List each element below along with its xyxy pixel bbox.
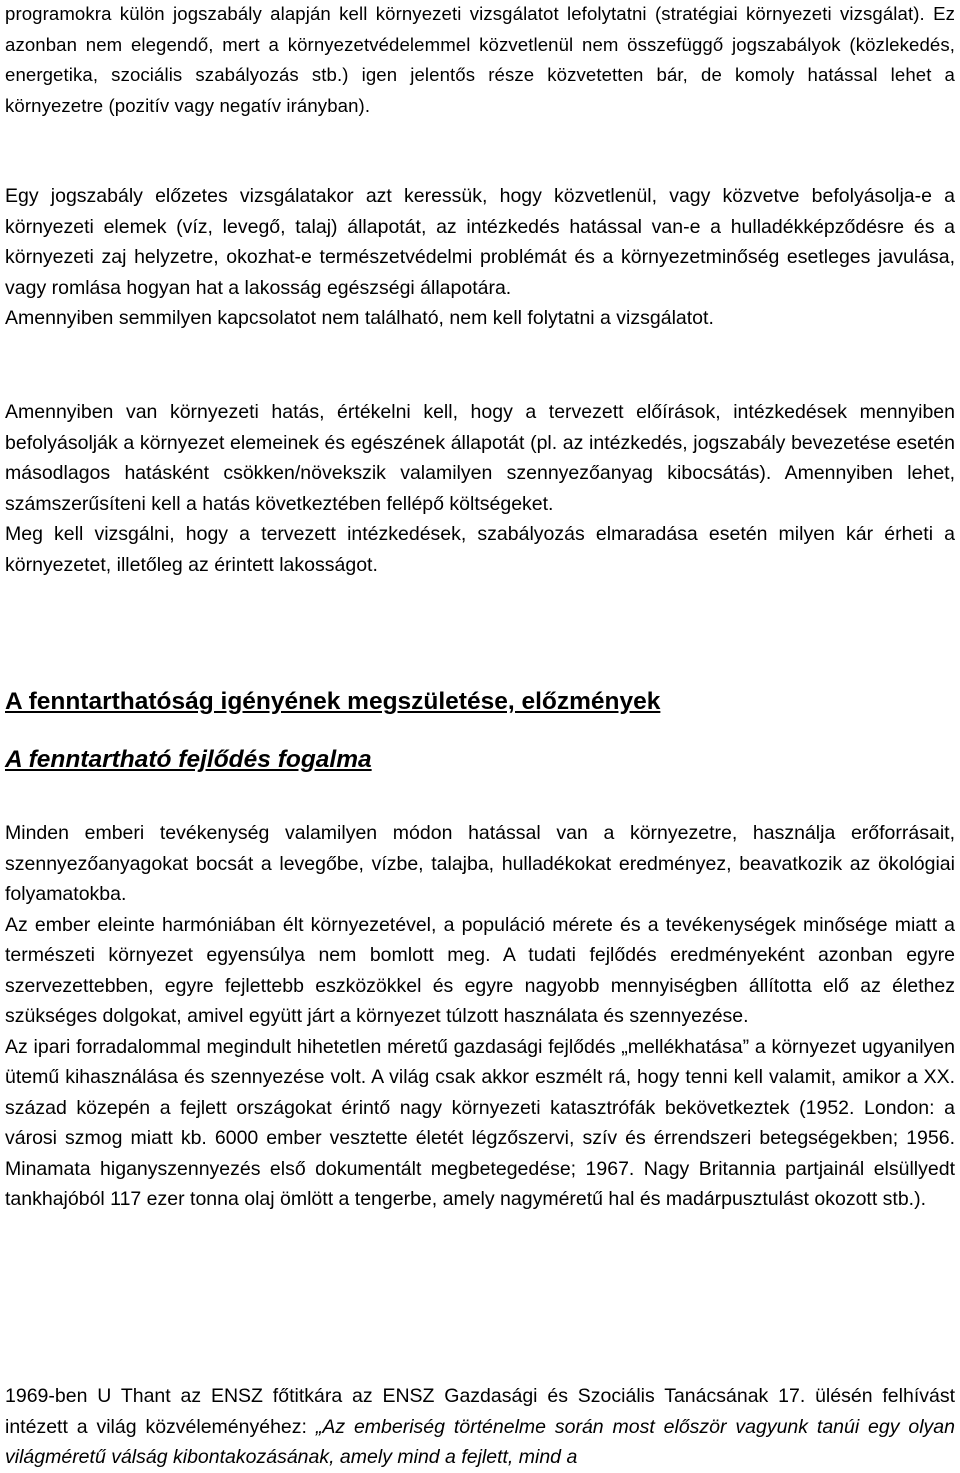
- section-impact-evaluation: [5, 397, 955, 580]
- paragraph-examination-criteria: Egy jogszabály előzetes vizsgálatakor azt keressük, hogy közvetlenül, vagy közvetve befolyásolja-e a környezeti elemek (víz, levegő, talaj) állapotát, az intézkedés hatással van-e a hulladékképződésre és a környezeti zaj helyzetre, okozhat-e természetvédelmi problémát és a környezetminőség esetleges javulása, vagy romlása hogyan hat a lakosság egészségi állapotára.: [5, 185, 955, 299]
- paragraph-no-connection: Amennyiben semmilyen kapcsolatot nem található, nem kell folytatni a vizsgálatot.: [5, 307, 714, 329]
- paragraph-human-activity: Minden emberi tevékenység valamilyen módon hatással van a környezetre, használja erőforrásait, szennyezőanyagokat bocsát a levegőbe, vízbe, talajba, hulladékokat eredményez, beavatkozik az ökológiai folyamatokba.: [5, 822, 955, 905]
- paragraph-u-thant: [5, 1381, 955, 1473]
- section-subheading: A fenntartható fejlődés fogalma: [5, 746, 372, 773]
- intro-paragraph: programokra külön jogszabály alapján kell környezeti vizsgálatot lefolytatni (stratégiai környezeti vizsgálat). Ez azonban nem elegendő, mert a környezetvédelemmel közvetlenül nem összefüggő jogszabályok (közlekedés, energetika, szociális szabályozás stb.) igen jelentős része közvetetten bár, de komoly hatással lehet a környezetre (pozitív vagy negatív irányban).: [5, 3, 955, 116]
- section-sustainable-development: [5, 818, 955, 1215]
- section-u-thant: [5, 1381, 955, 1473]
- paragraph-impact-assessment: Amennyiben van környezeti hatás, értékelni kell, hogy a tervezett előírások, intézkedések mennyiben befolyásolják a környezet elemeinek és egészének állapotát (pl. az intézkedés, jogszabály bevezetése esetén másodlagos hatásként csökken/növekszik valamilyen szennyezőanyag kibocsátás). Amennyiben lehet, számszerűsíteni kell a hatás következtében fellépő költségeket.: [5, 401, 955, 515]
- u-thant-quote: „Az emberiség történelme során most először vagyunk tanúi egy olyan világméretű válság kibontakozásának, amely mind a fejlett, mind a: [5, 1415, 955, 1468]
- paragraph-industrial-revolution: Az ipari forradalommal megindult hihetetlen méretű gazdasági fejlődés „mellékhatása” a környezet ugyanilyen ütemű kihasználása és szennyezése volt. A világ csak akkor eszmélt rá, hogy tenni kell valamit, amikor a XX. század közepén a fejlett országokat érintő nagy környezeti katasztrófák bekövetkeztek (1952. London: a városi szmog miatt kb. 6000 ember vesztette életét légzőszervi, szív és érrendszeri betegségekben; 1956. Minamata higanyszennyezés első dokumentált megbetegedése; 1967. Nagy Britannia partjainál elsüllyedt tankhajóból 117 ezer tonna olaj ömlött a tengerbe, amely nagyméretű hal és madárpusztulást okozott stb.).: [5, 1035, 955, 1210]
- paragraph-harmony: Az ember eleinte harmóniában élt környezetével, a populáció mérete és a tevékenységek minősége miatt a természeti környezet egyensúlya nem bomlott meg. A tudati fejlődés eredményeként azonban egyre szervezettebben, egyre fejlettebb eszközökkel és egyre nagyobb mennyiségben állította elő az élethez szükséges dolgokat, amivel együtt járt a környezet túlzott használata és szennyezése.: [5, 913, 955, 1027]
- u-thant-lead: 1969-ben U Thant az ENSZ főtitkára az ENSZ Gazdasági és Szociális Tanácsának 17. ülésén felhívást intézett a világ közvéleményéhez:: [5, 1385, 955, 1438]
- section-heading: A fenntarthatóság igényének megszületése, előzmények: [5, 688, 661, 715]
- paragraph-damage-assessment: Meg kell vizsgálni, hogy a tervezett intézkedések, szabályozás elmaradása esetén milyen kár érheti a környezetet, illetőleg az érintett lakosságot.: [5, 523, 955, 576]
- section-preliminary-examination: [5, 181, 955, 334]
